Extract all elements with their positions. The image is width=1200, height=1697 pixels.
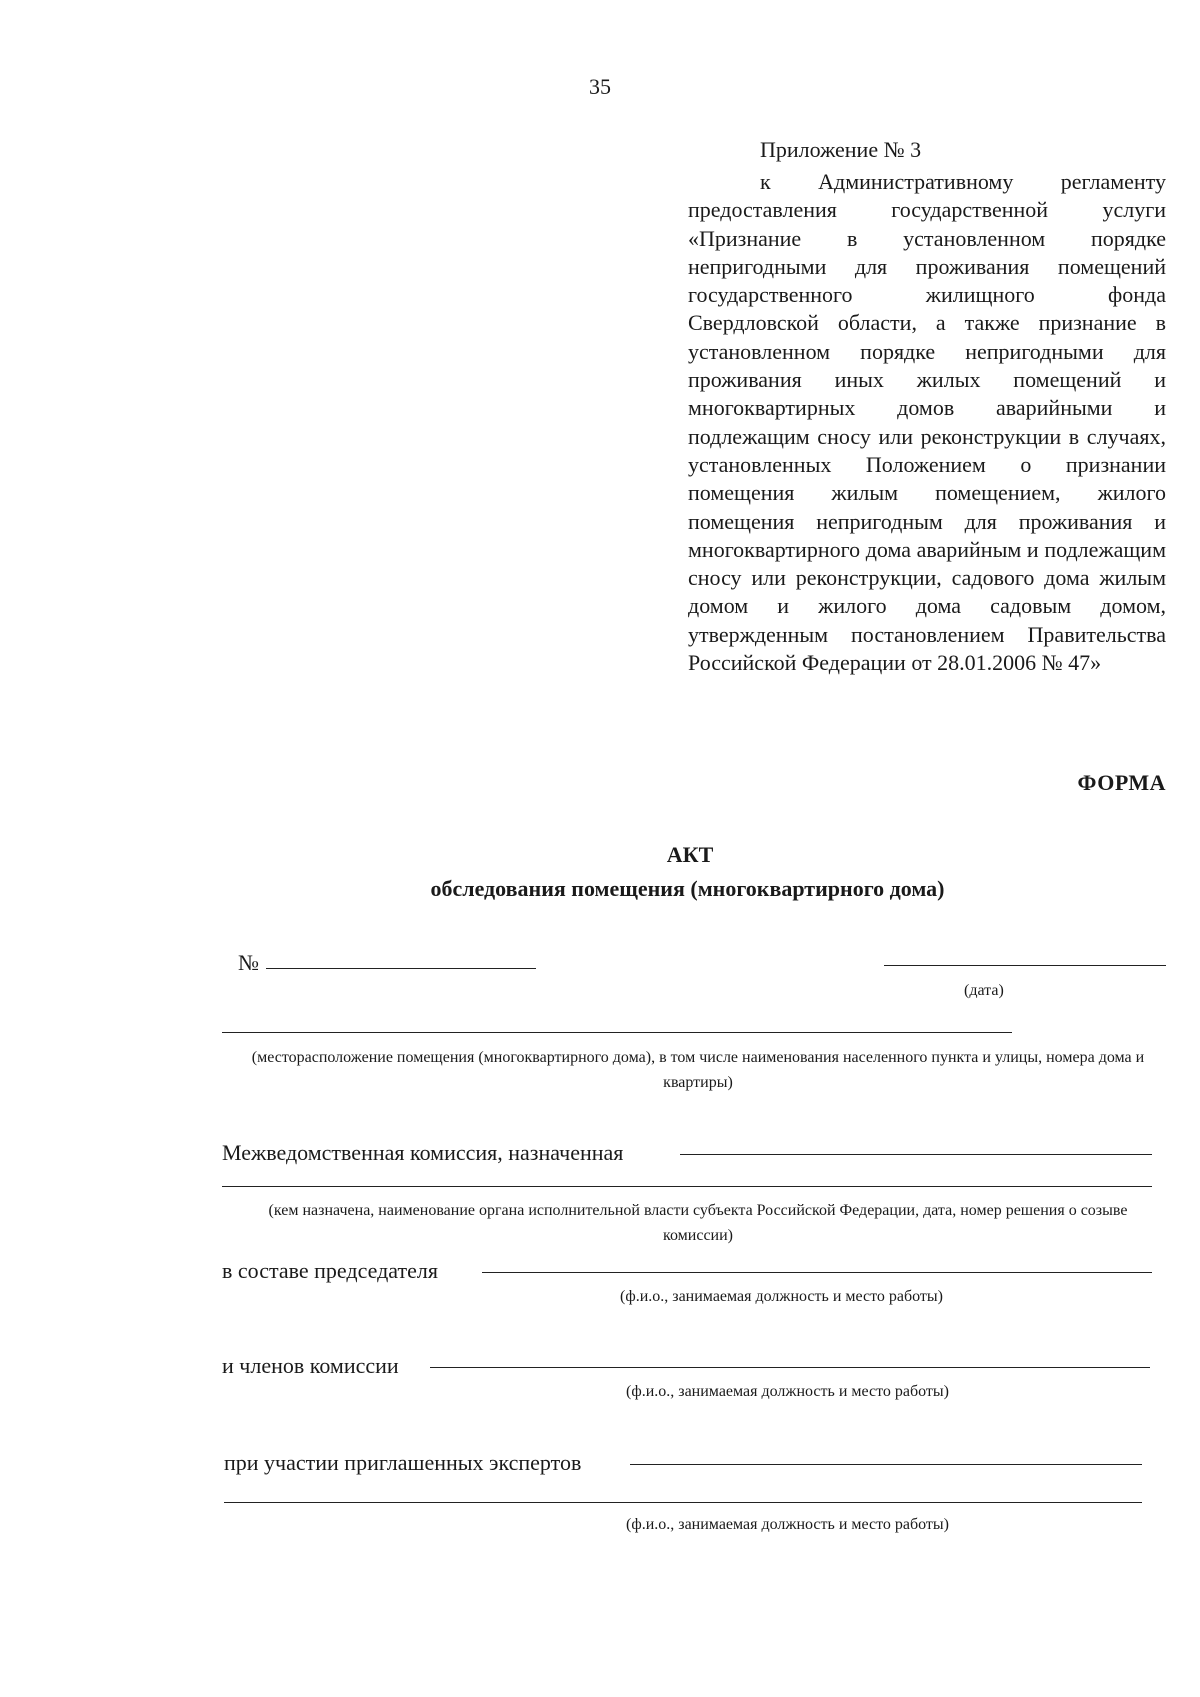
members-label: и членов комиссии xyxy=(222,1353,399,1378)
experts-field-line[interactable] xyxy=(630,1464,1142,1465)
act-subtitle: обследования помещения (многоквартирного дома) xyxy=(430,876,945,901)
appendix-body: к Административному регламенту предоставления государственной услуги «Признание в установленном порядке непригодными для проживания помещений государственного жилищного фонда Свердловской области, а также признание в установленном порядке непригодными для проживания иных жилых помещений и многоквартирных домов аварийными и подлежащим сносу или реконструкции в случаях, установленных Положением о признании помещения жилым помещением, жилого помещения непригодным для проживания и многоквартирного дома аварийным и подлежащим сносу или реконструкции, садового дома жилым домом и жилого дома садовым домом, утвержденным постановлением Правительства Российской Федерации от 28.01.2006 № 47» xyxy=(688,169,1166,676)
date-field-line[interactable] xyxy=(884,965,1166,966)
commission-hint: (кем назначена, наименование органа исполнительной власти субъекта Российской Федерации, дата, номер решения о созыве комиссии) xyxy=(268,1202,1128,1244)
location-hint: (месторасположение помещения (многоквартирного дома), в том числе наименования населенного пункта и улицы, номера дома и квартиры) xyxy=(251,1049,1145,1091)
commission-field-line-2[interactable] xyxy=(222,1186,1152,1187)
members-field-line[interactable] xyxy=(430,1367,1150,1368)
form-label: ФОРМА xyxy=(1077,770,1166,795)
members-hint: (ф.и.о., занимаемая должность и место работы) xyxy=(626,1383,949,1400)
page-number: 35 xyxy=(589,74,611,99)
number-label: № xyxy=(238,950,259,975)
experts-hint: (ф.и.о., занимаемая должность и место работы) xyxy=(626,1516,949,1533)
act-title: АКТ xyxy=(666,842,714,867)
experts-label: при участии приглашенных экспертов xyxy=(224,1450,582,1475)
number-field-line[interactable] xyxy=(266,968,536,969)
experts-field-line-2[interactable] xyxy=(224,1502,1142,1503)
appendix-title: Приложение № 3 xyxy=(760,137,922,162)
commission-field-line[interactable] xyxy=(680,1154,1152,1155)
chairman-label: в составе председателя xyxy=(222,1258,438,1283)
chairman-field-line[interactable] xyxy=(482,1272,1152,1273)
date-hint: (дата) xyxy=(964,982,1004,999)
location-field-line[interactable] xyxy=(222,1032,1012,1033)
chairman-hint: (ф.и.о., занимаемая должность и место работы) xyxy=(620,1288,943,1305)
commission-label: Межведомственная комиссия, назначенная xyxy=(222,1140,624,1165)
